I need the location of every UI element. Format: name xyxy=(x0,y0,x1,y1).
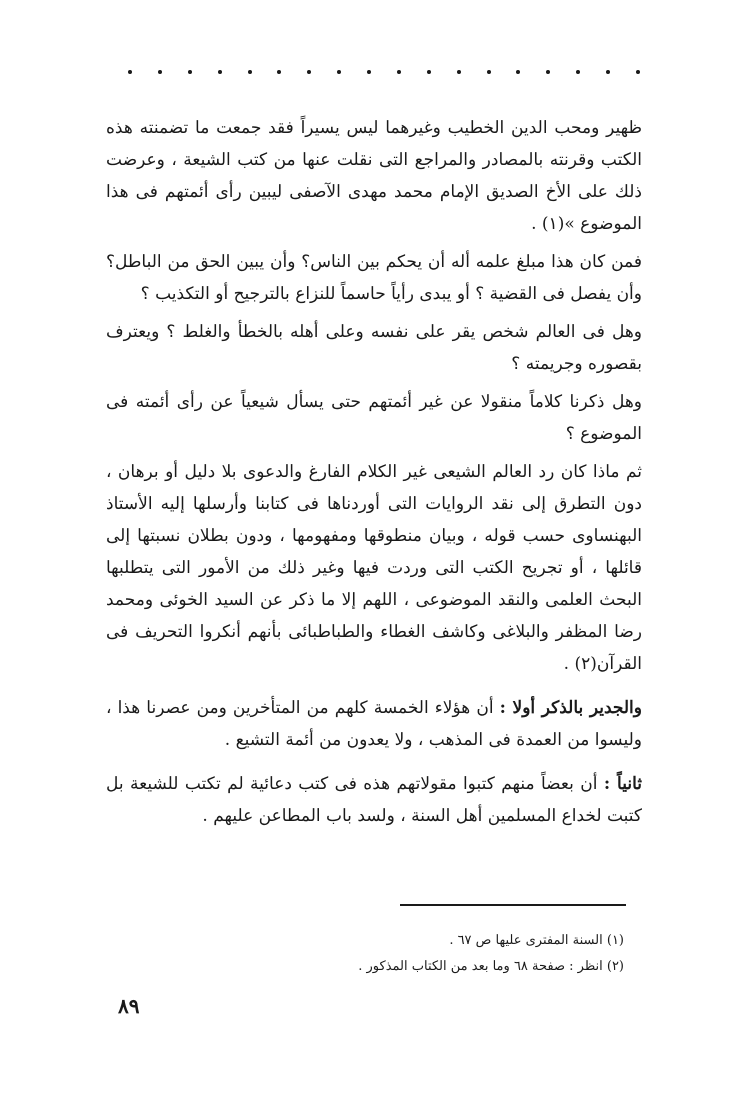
ornament-dot xyxy=(516,70,520,74)
paragraph-question-confession: وهل فى العالم شخص يقر على نفسه وعلى أهله بالخطأ والغلط ؟ ويعترف بقصوره وجريمته ؟ xyxy=(106,322,642,374)
paragraph-quote-end: ظهير ومحب الدين الخطيب وغيرهما ليس يسيراً فقد جمعت ما تضمنته هذه الكتب وقرنته بالمصادر والمراجع التى نقلت عنها من كتب الشيعة ، وعرضت ذلك على الأخ الصديق الإمام محمد مهدى الآصفى ليبين رأى أئمتهم فى هذا الموضوع »(١) . xyxy=(106,118,642,234)
ornament-dot xyxy=(218,70,222,74)
first-point-text: أن هؤلاء الخمسة كلهم من المتأخرين ومن عصرنا هذا ، وليسوا من العمدة فى المذهب ، ولا يعدون من أئمة التشيع . xyxy=(106,698,642,750)
ornament-dot xyxy=(397,70,401,74)
ornament-dot xyxy=(128,70,132,74)
ornament-dot xyxy=(546,70,550,74)
body-text xyxy=(106,112,642,832)
paragraph-question-knowledge: فمن كان هذا مبلغ علمه أله أن يحكم بين الناس؟ وأن يبين الحق من الباطل؟ وأن يفصل فى القضية ؟ أو يبدى رأياً حاسماً للنزاع بالترجيح أو التكذيب ؟ xyxy=(106,252,642,304)
footnotes xyxy=(150,928,624,980)
page-number: ٨٩ xyxy=(118,994,140,1018)
ornament-dot xyxy=(158,70,162,74)
first-point-label: والجدير بالذكر أولا : xyxy=(499,698,642,718)
footnote-2: (٢) انظر : صفحة ٦٨ وما بعد من الكتاب المذكور . xyxy=(358,959,624,974)
ornament-dot xyxy=(606,70,610,74)
ornament-dot xyxy=(307,70,311,74)
ornament-dot xyxy=(457,70,461,74)
ornament-dot xyxy=(636,70,640,74)
ornament-dot xyxy=(248,70,252,74)
ornament-dot xyxy=(427,70,431,74)
footnote-divider xyxy=(400,904,626,906)
paragraph-question-imams: وهل ذكرنا كلاماً منقولا عن غير أئمتهم حتى يسأل شيعياً عن رأى أئمته فى الموضوع ؟ xyxy=(106,392,642,444)
ornament-dot xyxy=(188,70,192,74)
paragraph-second-point xyxy=(106,768,642,832)
ornament-dot xyxy=(576,70,580,74)
ornament-dot xyxy=(487,70,491,74)
ornament-dot xyxy=(277,70,281,74)
second-point-text: أن بعضاً منهم كتبوا مقولاتهم هذه فى كتب دعائية لم تكتب للشيعة بل كتبت لخداع المسلمين أهل السنة ، ولسد باب المطاعن عليهم . xyxy=(106,774,642,826)
ornament-dot xyxy=(337,70,341,74)
ornament-dot xyxy=(367,70,371,74)
second-point-label: ثانياً : xyxy=(603,774,642,794)
footnote-1: (١) السنة المفترى عليها ص ٦٧ . xyxy=(449,933,624,948)
header-dot-ornament xyxy=(128,70,640,74)
paragraph-response-critique: ثم ماذا كان رد العالم الشيعى غير الكلام الفارغ والدعوى بلا دليل أو برهان ، دون التطرق إلى نقد الروايات التى أوردناها فى كتابنا وأرسلها إليه الأستاذ البهنساوى حسب قوله ، وبيان منطوقها ومفهومها ، ودون بطلان نسبتها إلى قائلها ، أو تجريح الكتب التى وردت فيها وغير ذلك من الأمور التى يتطلبها البحث العلمى والنقد الموضوعى ، اللهم إلا ما ذكر عن السيد الخوئى ومحمد رضا المظفر والبلاغى وكاشف الغطاء والطباطبائى بأنهم أنكروا التحريف فى القرآن(٢) . xyxy=(106,462,642,674)
paragraph-first-point xyxy=(106,692,642,756)
